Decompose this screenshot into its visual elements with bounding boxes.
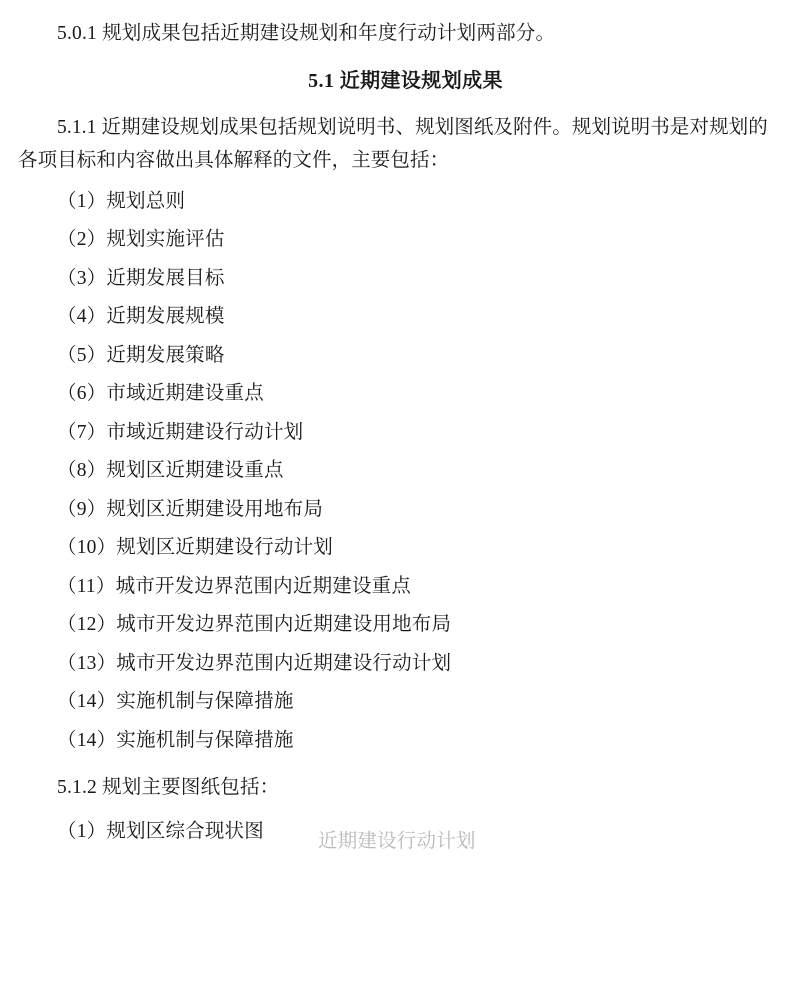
list-item: （2）规划实施评估 [57,229,225,251]
list-item: （3）近期发展目标 [57,267,225,289]
list-item: （5）近期发展策略 [57,344,225,366]
list-item: （9）规划区近期建设用地布局 [57,498,324,520]
list-item: （6）市域近期建设重点 [57,383,264,405]
list-item: （1）规划区综合现状图 [57,820,264,842]
list-item: （13）城市开发边界范围内近期建设行动计划 [57,652,452,674]
list-item: （11）城市开发边界范围内近期建设重点 [57,575,412,597]
ghost-overlap-text: 近期建设行动计划 [318,831,476,852]
section-heading: 5.1 近期建设规划成果 [308,69,503,92]
intro-paragraph: 5.0.1 规划成果包括近期建设规划和年度行动计划两部分。 [57,23,556,44]
list-item: （12）城市开发边界范围内近期建设用地布局 [57,614,452,636]
paragraph-1-line-2: 各项目标和内容做出具体解释的文件，主要包括： [18,150,450,172]
list-item: （1）规划总则 [57,190,186,212]
list-item: （4）近期发展规模 [57,306,225,328]
numbered-list [18,192,793,751]
list-item: （14）实施机制与保障措施 [57,691,294,713]
list-item: （8）规划区近期建设重点 [57,460,284,482]
numbered-list-2 [18,822,793,842]
list-item: （10）规划区近期建设行动计划 [57,537,334,559]
paragraph-2: 5.1.2 规划主要图纸包括： [57,777,280,799]
list-item: （7）市域近期建设行动计划 [57,421,304,443]
paragraph-1-line-1: 5.1.1 近期建设规划成果包括规划说明书、规划图纸及附件。规划说明书是对规划的 [57,116,768,138]
list-item: （14）实施机制与保障措施 [57,729,294,751]
